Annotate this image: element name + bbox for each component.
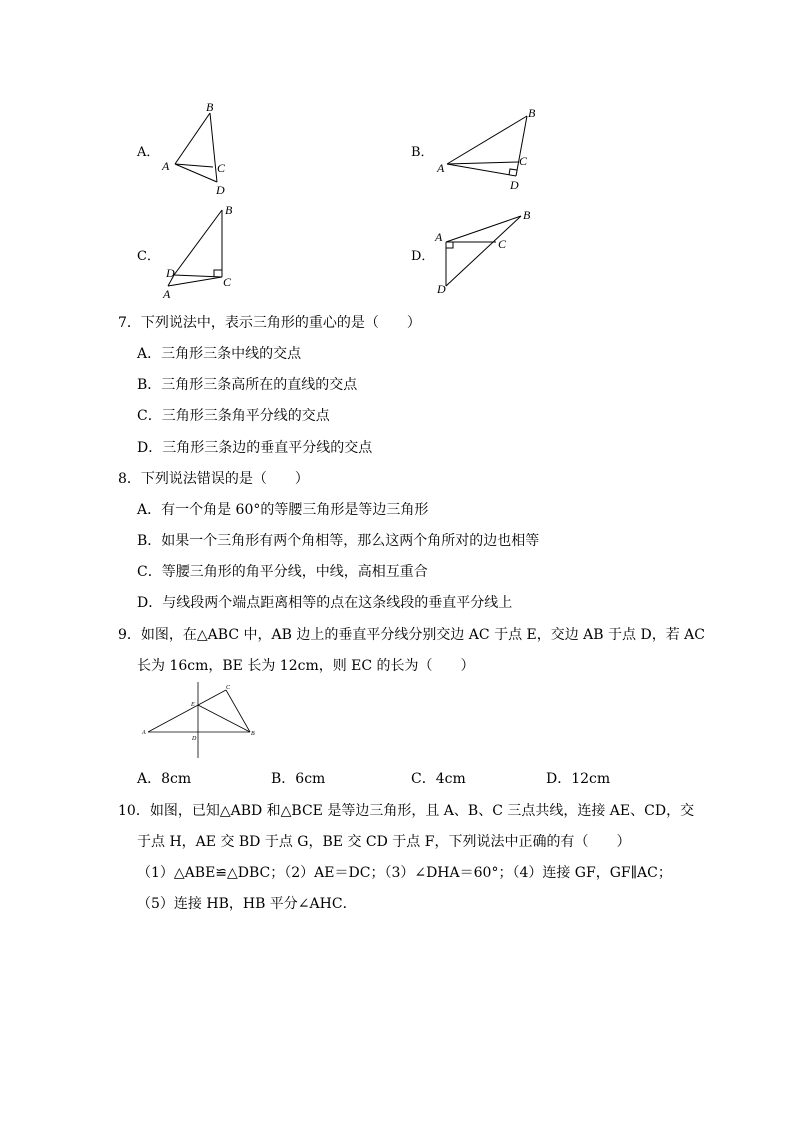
- q7-stem: 7．下列说法中，表示三角形的重心的是（ ）: [118, 315, 421, 331]
- q8-option-b: B．如果一个三角形有两个角相等，那么这两个角所对的边也相等: [137, 533, 540, 549]
- q9-option-d: D．12cm: [546, 771, 611, 787]
- point-label-c: C: [226, 685, 231, 691]
- point-label-b: B: [523, 208, 531, 222]
- point-label-c: C: [498, 237, 507, 251]
- point-label-c: C: [217, 161, 226, 175]
- q8-option-a: A．有一个角是 60°的等腰三角形是等边三角形: [137, 502, 429, 518]
- option-label: A．: [137, 145, 160, 160]
- point-label-a: A: [162, 159, 170, 173]
- point-label-d: D: [166, 266, 175, 280]
- option-label: C．: [137, 249, 160, 264]
- point-label-a: A: [163, 287, 171, 301]
- point-label-c: C: [519, 154, 528, 168]
- option-label: B．: [411, 145, 434, 160]
- q10-stem-line4: （5）连接 HB，HB 平分∠AHC．: [137, 896, 357, 912]
- q9-option-a: A．8cm: [137, 771, 192, 787]
- point-label-a: A: [435, 230, 443, 244]
- point-label-d: D: [510, 178, 519, 192]
- triangle-figure-d: [432, 204, 547, 299]
- point-label-a: A: [437, 161, 445, 175]
- q10-stem-line2: 于点 H，AE 交 BD 于点 G，BE 交 CD 于点 F，下列说法中正确的有（ ）: [137, 834, 631, 850]
- q8-option-c: C．等腰三角形的角平分线，中线，高相互重合: [137, 564, 428, 580]
- q9-option-b: B．6cm: [271, 771, 326, 787]
- q7-option-d: D．三角形三条边的垂直平分线的交点: [137, 440, 373, 456]
- point-label-a: A: [142, 730, 146, 736]
- point-label-b: B: [528, 106, 536, 120]
- q7-option-b: B．三角形三条高所在的直线的交点: [137, 377, 358, 393]
- q7-option-a: A．三角形三条中线的交点: [137, 346, 302, 362]
- q10-stem-line1: 10．如图，已知△ABD 和△BCE 是等边三角形，且 A、B、C 三点共线，连接 AE、CD，交: [118, 803, 695, 819]
- q8-option-d: D．与线段两个端点距离相等的点在这条线段的垂直平分线上: [137, 595, 513, 611]
- q9-option-c: C．4cm: [411, 771, 466, 787]
- point-label-d: D: [192, 736, 197, 742]
- point-label-b: B: [225, 203, 233, 217]
- triangle-figure-b: [430, 103, 550, 193]
- q7-option-c: C．三角形三条角平分线的交点: [137, 408, 330, 424]
- q9-stem-line2: 长为 16cm，BE 长为 12cm，则 EC 的长为（ ）: [137, 658, 475, 674]
- point-label-b: B: [206, 100, 214, 114]
- point-label-e: E: [191, 702, 195, 708]
- q9-stem-line1: 9．如图，在△ABC 中，AB 边上的垂直平分线分别交边 AC 于点 E，交边 AB 于点 D，若 AC: [118, 627, 705, 643]
- point-label-b: B: [251, 731, 255, 737]
- triangle-figure-a: [155, 98, 245, 198]
- point-label-d: D: [437, 282, 446, 296]
- point-label-d: D: [216, 183, 225, 197]
- q8-stem: 8．下列说法错误的是（ ）: [118, 471, 309, 487]
- point-label-c: C: [223, 275, 232, 289]
- triangle-figure-c: [160, 200, 245, 304]
- option-label: D．: [411, 249, 435, 264]
- q10-stem-line3: （1）△ABE≌△DBC；（2）AE＝DC；（3）∠DHA＝60°；（4）连接 GF，GF∥AC；: [137, 865, 672, 881]
- q9-figure: [140, 680, 262, 760]
